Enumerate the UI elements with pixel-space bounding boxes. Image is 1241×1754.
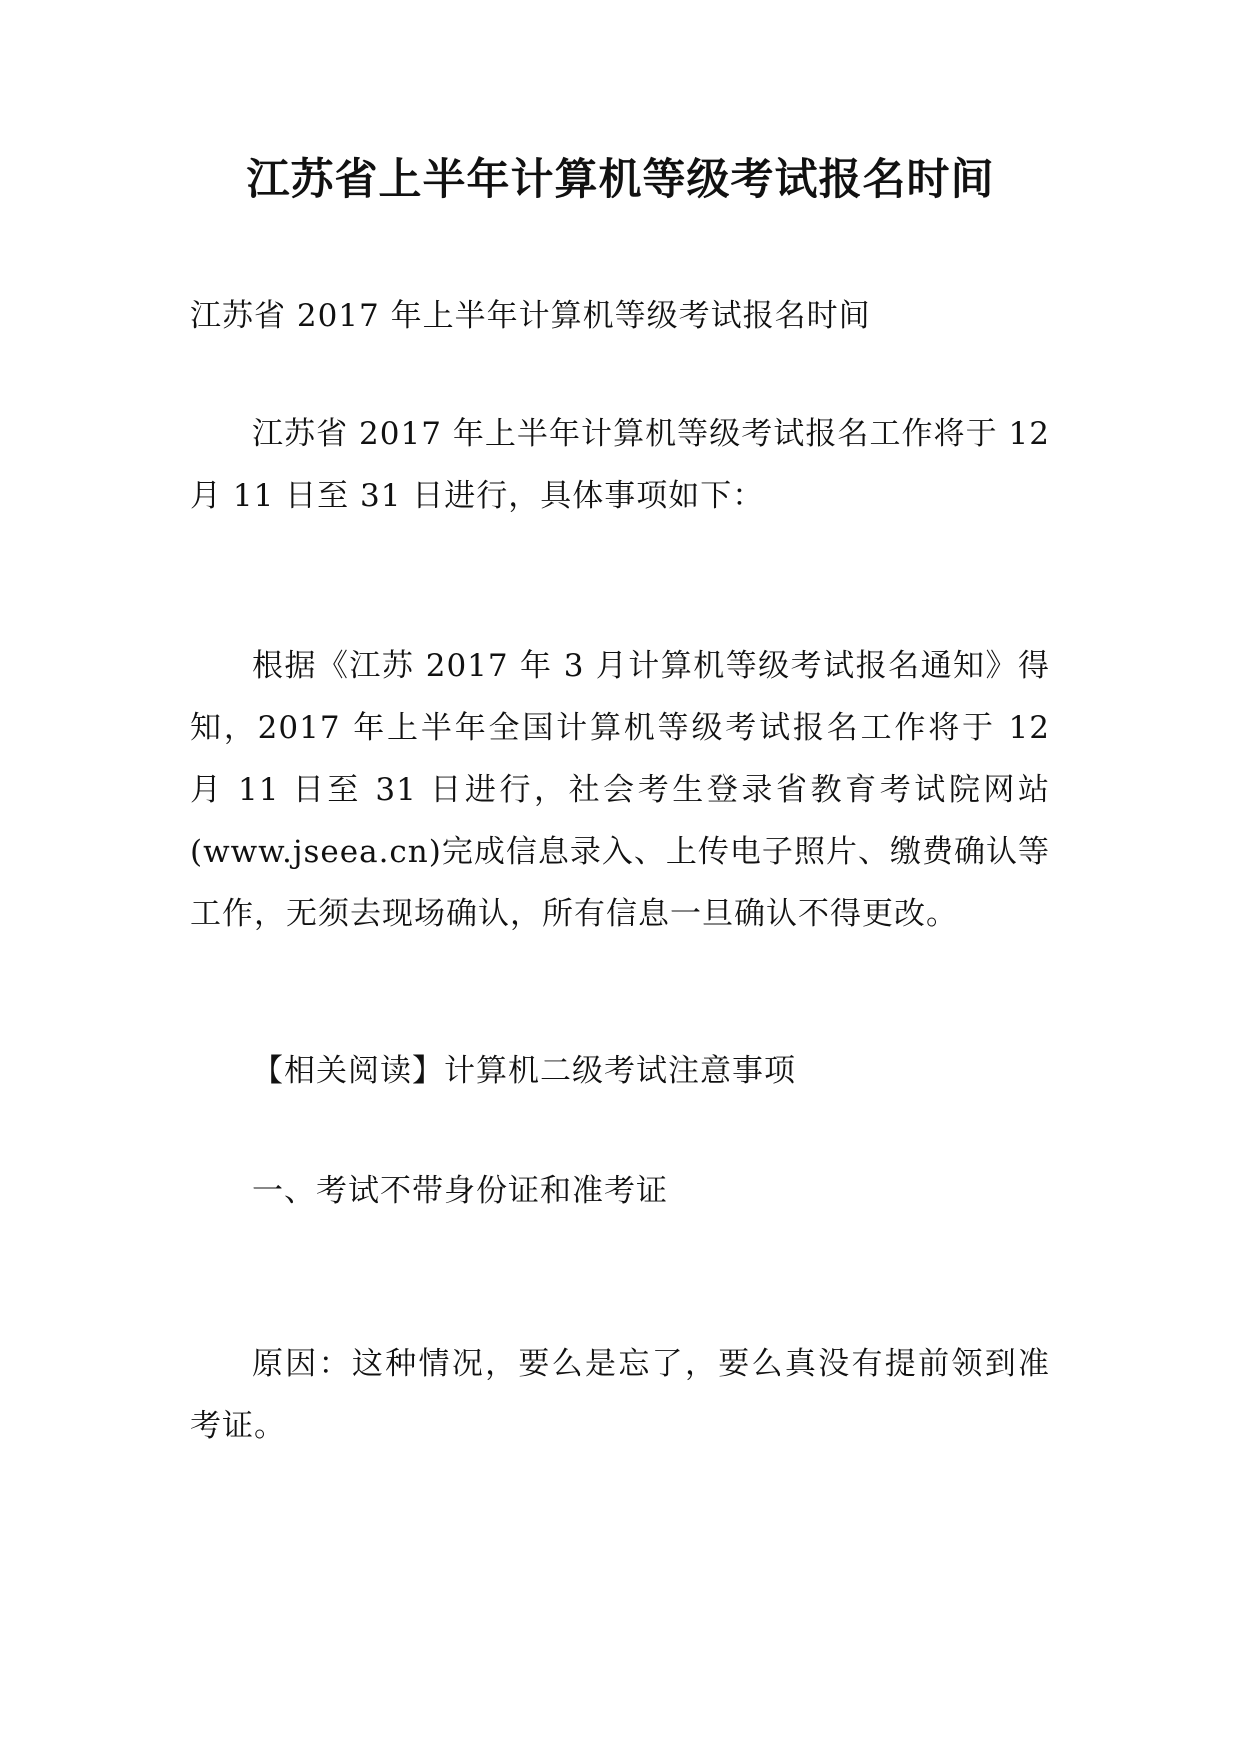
document-title: 江苏省上半年计算机等级考试报名时间 — [246, 155, 995, 205]
document-subtitle: 江苏省 2017 年上半年计算机等级考试报名时间 — [190, 298, 871, 334]
basis-paragraph: 根据《江苏 2017 年 3 月计算机等级考试报名通知》得知，2017 年上半年全国计算机等级考试报名工作将于 12 月 11 日至 31 日进行，社会考生登录省教育考试院网站(www.jseea.cn)完成信息录入、上传电子照片、缴费确认等工作，无须去现场确认，所有信息一旦确认不得更改。 — [190, 648, 1050, 932]
related-reading-heading: 【相关阅读】计算机二级考试注意事项 — [252, 1053, 796, 1089]
section-heading-1: 一、考试不带身份证和准考证 — [252, 1173, 668, 1209]
reason-paragraph: 原因：这种情况，要么是忘了，要么真没有提前领到准考证。 — [190, 1346, 1050, 1444]
intro-paragraph: 江苏省 2017 年上半年计算机等级考试报名工作将于 12 月 11 日至 31 日进行，具体事项如下： — [190, 416, 1050, 514]
